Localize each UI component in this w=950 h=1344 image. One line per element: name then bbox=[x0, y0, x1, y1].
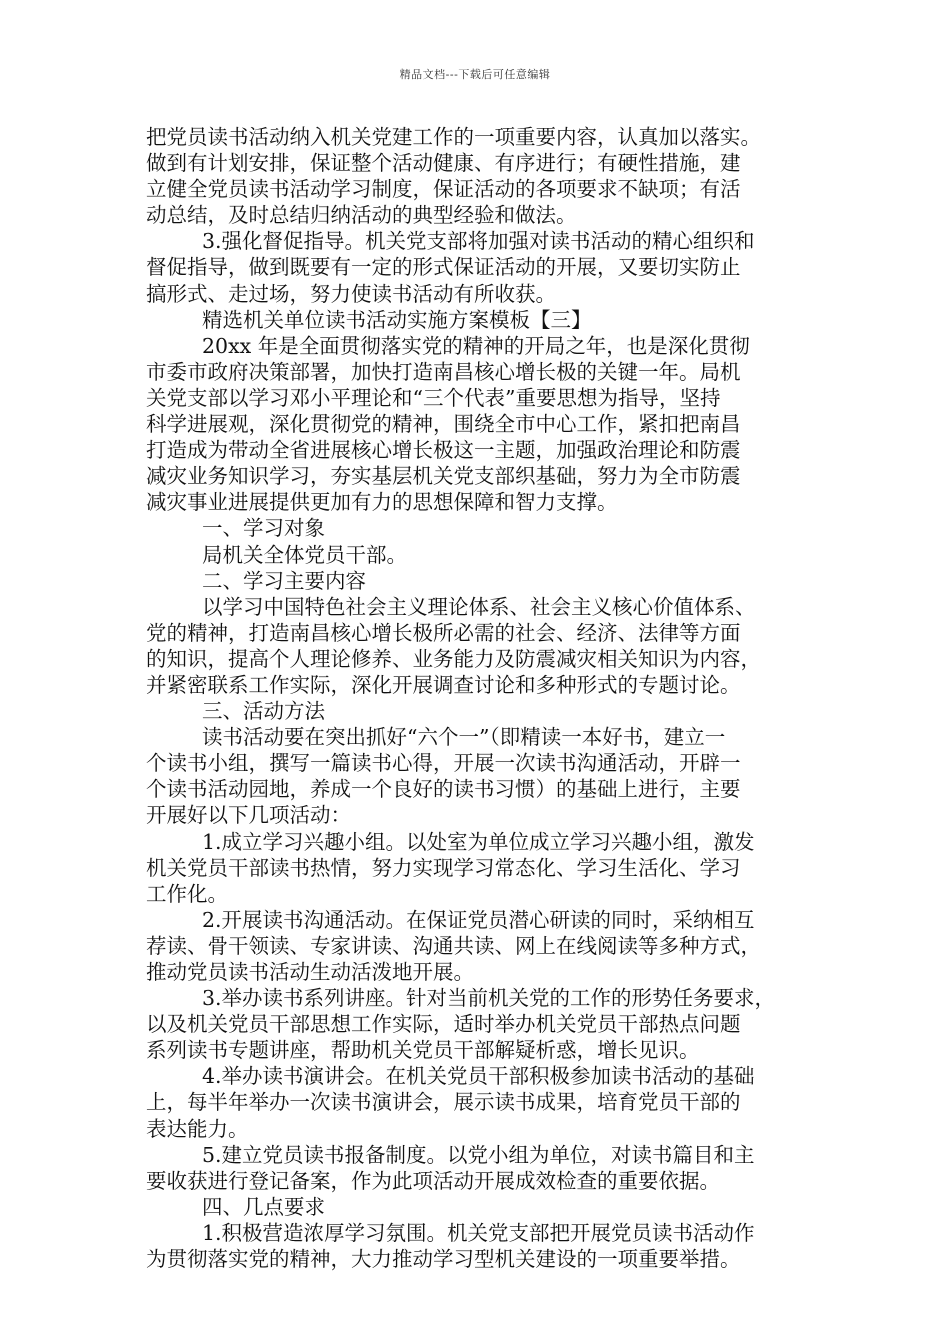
text-line: 把党员读书活动纳入机关党建工作的一项重要内容，认真加以落实。 bbox=[146, 125, 761, 149]
text-line: 荐读、骨干领读、专家讲读、沟通共读、网上在线阅读等多种方式， bbox=[146, 933, 761, 958]
text-line: 立健全党员读书活动学习制度，保证活动的各项要求不缺项；有活 bbox=[146, 177, 741, 202]
text-line: 1.成立学习兴趣小组。以处室为单位成立学习兴趣小组，激发 bbox=[202, 829, 755, 854]
text-line: 科学进展观，深化贯彻党的精神，围绕全市中心工作，紧扣把南昌 bbox=[146, 412, 741, 437]
text-line: 一、学习对象 bbox=[202, 516, 325, 541]
text-line: 三、活动方法 bbox=[202, 699, 325, 724]
text-line: 要收获进行登记备案，作为此项活动开展成效检查的重要依据。 bbox=[146, 1168, 720, 1193]
text-line: 四、几点要求 bbox=[202, 1194, 325, 1219]
text-line: 机关党员干部读书热情，努力实现学习常态化、学习生活化、学习 bbox=[146, 855, 741, 880]
text-line: 二、学习主要内容 bbox=[202, 568, 366, 593]
text-line: 开展好以下几项活动： bbox=[146, 803, 351, 828]
text-line: 精选机关单位读书活动实施方案模板【三】 bbox=[202, 307, 592, 332]
text-line: 个读书活动园地，养成一个良好的读书习惯）的基础上进行，主要 bbox=[146, 777, 741, 802]
text-line: 读书活动要在突出抓好“六个一”（即精读一本好书，建立一 bbox=[202, 725, 726, 750]
text-line: 上，每半年举办一次读书演讲会，展示读书成果，培育党员干部的 bbox=[146, 1090, 741, 1115]
text-line: 动总结，及时总结归纳活动的典型经验和做法。 bbox=[146, 203, 577, 228]
text-line: 为贯彻落实党的精神，大力推动学习型机关建设的一项重要举措。 bbox=[146, 1247, 741, 1272]
text-line: 4.举办读书演讲会。在机关党员干部积极参加读书活动的基础 bbox=[202, 1064, 755, 1089]
text-line: 做到有计划安排，保证整个活动健康、有序进行；有硬性措施，建 bbox=[146, 151, 741, 176]
text-line: 2.开展读书沟通活动。在保证党员潜心研读的同时，采纳相互 bbox=[202, 907, 755, 932]
page-header: 精品文档---下载后可任意编辑 bbox=[399, 68, 551, 81]
text-line: 个读书小组，撰写一篇读书心得，开展一次读书沟通活动，开辟一 bbox=[146, 751, 741, 776]
text-line: 以学习中国特色社会主义理论体系、社会主义核心价值体系、 bbox=[202, 594, 756, 619]
text-line: 市委市政府决策部署，加快打造南昌核心增长极的关键一年。局机 bbox=[146, 359, 741, 384]
text-line: 20xx 年是全面贯彻落实党的精神的开局之年，也是深化贯彻 bbox=[202, 333, 750, 358]
text-line: 表达能力。 bbox=[146, 1116, 249, 1141]
text-line: 工作化。 bbox=[146, 881, 228, 906]
text-line: 关党支部以学习邓小平理论和“三个代表”重要思想为指导，坚持 bbox=[146, 385, 721, 410]
document-body bbox=[146, 124, 818, 1272]
text-line: 推动党员读书活动生动活泼地开展。 bbox=[146, 960, 474, 984]
text-line: 3.举办读书系列讲座。针对当前机关党的工作的形势任务要求， bbox=[202, 986, 776, 1011]
text-line: 党的精神，打造南昌核心增长极所必需的社会、经济、法律等方面 bbox=[146, 620, 741, 645]
text-line: 督促指导，做到既要有一定的形式保证活动的开展，又要切实防止 bbox=[146, 255, 741, 280]
text-line: 3.强化督促指导。机关党支部将加强对读书活动的精心组织和 bbox=[202, 229, 755, 254]
text-line: 并紧密联系工作实际，深化开展调查讨论和多种形式的专题讨论。 bbox=[146, 672, 741, 697]
text-line: 减灾业务知识学习，夯实基层机关党支部织基础，努力为全市防震 bbox=[146, 464, 741, 489]
text-line: 以及机关党员干部思想工作实际，适时举办机关党员干部热点问题 bbox=[146, 1012, 741, 1037]
text-line: 1.积极营造浓厚学习氛围。机关党支部把开展党员读书活动作 bbox=[202, 1220, 755, 1245]
text-line: 5.建立党员读书报备制度。以党小组为单位，对读书篇目和主 bbox=[202, 1142, 755, 1167]
text-line: 系列读书专题讲座，帮助机关党员干部解疑析惑，增长见识。 bbox=[146, 1038, 700, 1063]
text-line: 打造成为带动全省进展核心增长极这一主题，加强政治理论和防震 bbox=[146, 438, 741, 463]
text-line: 局机关全体党员干部。 bbox=[202, 542, 407, 567]
text-line: 的知识，提高个人理论修养、业务能力及防震减灾相关知识为内容， bbox=[146, 646, 761, 671]
text-line: 减灾事业进展提供更加有力的思想保障和智力支撑。 bbox=[146, 490, 618, 515]
text-line: 搞形式、走过场，努力使读书活动有所收获。 bbox=[146, 281, 556, 306]
